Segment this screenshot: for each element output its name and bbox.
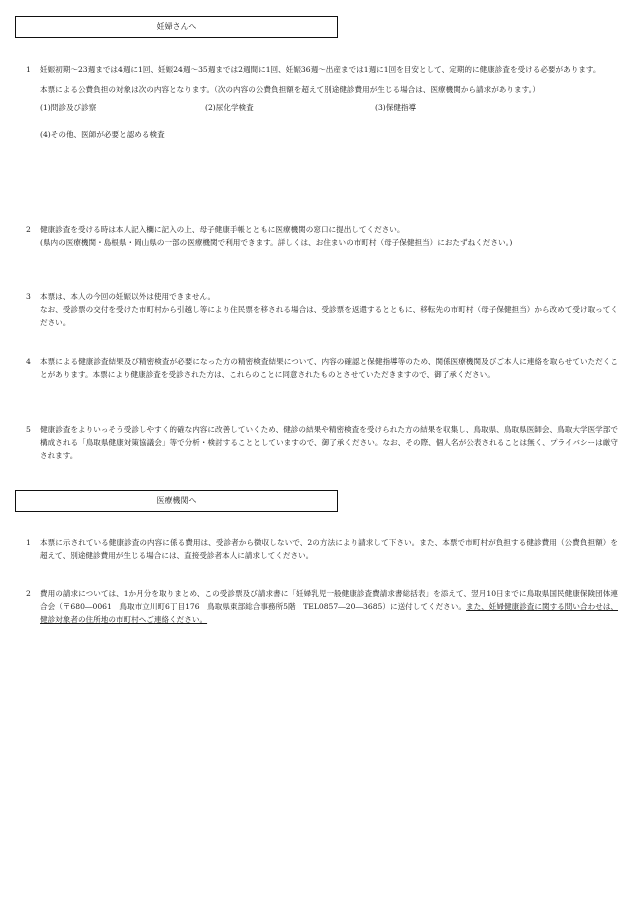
item-text: 健康診査を受ける時は本人記入欄に記入の上、母子健康手帳とともに医療機関の窓口に提出してください。	[40, 225, 405, 234]
item-number: 4	[26, 357, 31, 366]
coverage-item: (2)尿化学検査	[205, 103, 254, 112]
item-text: 妊娠初期～23週までは4週に1回、妊娠24週～35週までは2週間に1回、妊娠36週～出産までは1週に1回を目安として、定期的に健康診査を受ける必要があります。	[40, 65, 601, 74]
coverage-item: (3)保健指導	[375, 103, 417, 112]
list-item	[26, 423, 618, 462]
list-item	[26, 63, 618, 141]
list-item	[26, 587, 618, 626]
item-text-secondary: (県内の医療機関・島根県・岡山県の一部の医療機関で利用できます。詳しくは、お住まいの市町村（母子保健担当）におたずねください。)	[40, 238, 513, 247]
item-text: 本票は、本人の今回の妊娠以外は使用できません。	[40, 292, 216, 301]
section-title: 医療機関へ	[156, 496, 197, 505]
item-number: 2	[26, 225, 31, 234]
item-number: 2	[26, 589, 31, 598]
item-text	[40, 587, 618, 626]
section-header-medical	[15, 490, 338, 512]
list-item	[26, 290, 618, 329]
list-item	[26, 355, 618, 381]
item-number: 1	[26, 65, 31, 74]
coverage-item: (1)問診及び診察	[40, 103, 97, 112]
section-title: 妊婦さんへ	[156, 22, 197, 31]
section-header-pregnant	[15, 16, 338, 38]
list-item	[26, 536, 618, 562]
item-text-main: 費用の請求については、1か月分を取りまとめ、この受診票及び請求書に「妊婦乳児一般健康診査費請求書総括表」を添えて、翌月10日までに鳥取県国民健康保険団体連合会（〒680―0061 鳥取市立川町6丁目176 鳥取県東部総合事務所5階 TEL0857―20―3685）に送付してください。	[40, 589, 618, 611]
item-number: 3	[26, 292, 31, 301]
list-item	[26, 223, 618, 249]
coverage-item: (4)その他、医師が必要と認める検査	[40, 130, 165, 139]
item-text: 本票に示されている健康診査の内容に係る費用は、受診者から徴収しないで、2の方法により請求して下さい。また、本票で市町村が負担する健診費用（公費負担額）を超えて、別途健診費用が生じる場合には、直接受診者本人に請求してください。	[40, 538, 618, 560]
item-text-secondary: 本票による公費負担の対象は次の内容となります。（次の内容の公費負担額を超えて別途健診費用が生じる場合は、医療機関から請求があります。）	[40, 85, 540, 94]
item-number: 1	[26, 538, 31, 547]
coverage-list	[40, 101, 618, 114]
inquiry-note: また、妊婦健康診査に関する問い合わせは、健診対象者の住所地の市町村へご連絡ください。	[40, 602, 619, 624]
item-text: 健康診査をよりいっそう受診しやすく的確な内容に改善していくため、健診の結果や精密検査を受けられた方の結果を収集し、鳥取県、鳥取県医師会、鳥取大学医学部で構成される「鳥取県健康対策協議会」等で分析・検討することとしていますので、御了承ください。なお、その際、個人名が公表されることは無く、プライバシーは厳守されます。	[40, 425, 618, 460]
item-text: 本票による健康診査結果及び精密検査が必要になった方の精密検査結果について、内容の確認と保健指導等のため、関係医療機関及びご本人に連絡を取らせていただくことがあります。本票により健康診査を受診された方は、これらのことに同意されたものとさせていただきますので、御了承ください。	[40, 357, 618, 379]
item-number: 5	[26, 425, 31, 434]
item-text-secondary: なお、受診票の交付を受けた市町村から引越し等により住民票を移される場合は、受診票を返還するとともに、移転先の市町村（母子保健担当）から改めて受け取ってください。	[40, 305, 618, 327]
